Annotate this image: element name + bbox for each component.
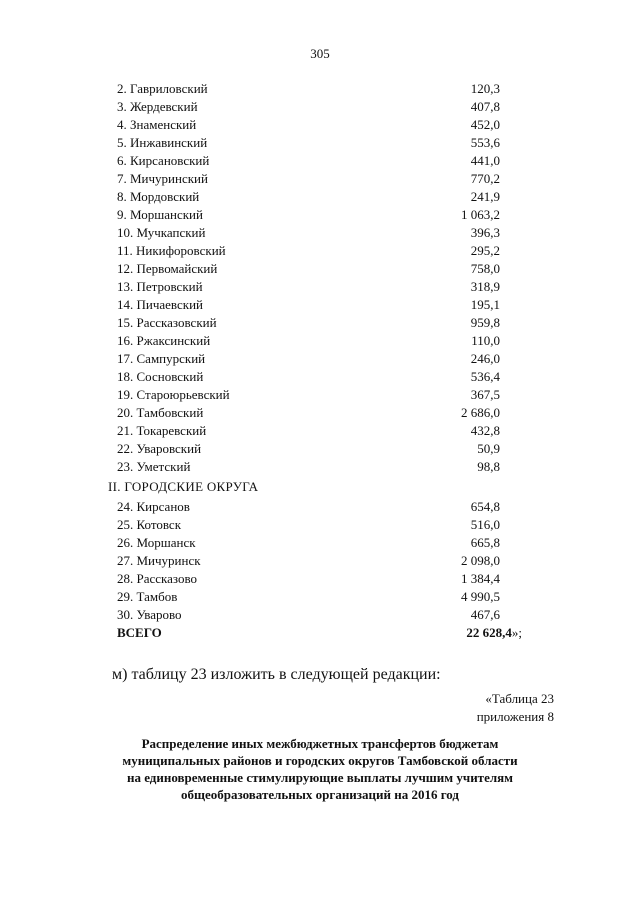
total-value: 22 628,4 — [466, 625, 512, 640]
amount: 1 384,4 — [461, 571, 500, 586]
table-row — [0, 498, 640, 516]
amount: 441,0 — [470, 153, 500, 168]
table-row — [0, 296, 640, 314]
table-row — [0, 368, 640, 386]
amount: 467,6 — [470, 607, 500, 622]
district-name: 4. Знаменский — [117, 117, 197, 132]
table-row — [0, 116, 640, 134]
district-name: 11. Никифоровский — [117, 243, 226, 258]
amount: 2 098,0 — [461, 553, 500, 568]
amount: 246,0 — [470, 351, 500, 366]
district-name: 18. Сосновский — [117, 369, 204, 384]
table-reference — [477, 690, 554, 726]
amount: 654,8 — [470, 499, 500, 514]
total-label: ВСЕГО — [117, 625, 162, 640]
total-row — [0, 624, 640, 642]
district-name: 13. Петровский — [117, 279, 203, 294]
district-name: 3. Жердевский — [117, 99, 198, 114]
district-name: 7. Мичуринский — [117, 171, 208, 186]
city-name: 24. Кирсанов — [117, 499, 190, 514]
district-name: 5. Инжавинский — [117, 135, 208, 150]
section-heading-text: II. ГОРОДСКИЕ ОКРУГА — [108, 479, 259, 494]
district-name: 8. Мордовский — [117, 189, 200, 204]
title-line: Распределение иных межбюджетных трансфертов бюджетам — [141, 736, 499, 751]
amount: 959,8 — [470, 315, 500, 330]
city-name: 27. Мичуринск — [117, 553, 201, 568]
amount: 2 686,0 — [461, 405, 500, 420]
amount: 553,6 — [470, 135, 500, 150]
total-suffix: »; — [511, 625, 522, 640]
table-title — [0, 735, 640, 803]
district-name: 15. Рассказовский — [117, 315, 217, 330]
amount: 665,8 — [470, 535, 500, 550]
amount: 4 990,5 — [461, 589, 500, 604]
amount: 770,2 — [470, 171, 500, 186]
amount: 452,0 — [470, 117, 500, 132]
amount: 1 063,2 — [461, 207, 500, 222]
table-row — [0, 170, 640, 188]
table-row — [0, 404, 640, 422]
amount: 195,1 — [470, 297, 500, 312]
amendment-instruction: м) таблицу 23 изложить в следующей редакции: — [112, 666, 441, 683]
city-name: 28. Рассказово — [117, 571, 198, 586]
table-row — [0, 98, 640, 116]
district-name: 14. Пичаевский — [117, 297, 203, 312]
amount: 758,0 — [470, 261, 500, 276]
district-name: 17. Сампурский — [117, 351, 206, 366]
table-row — [0, 440, 640, 458]
table-reference-line-2: приложения 8 — [476, 709, 554, 724]
amount: 367,5 — [470, 387, 500, 402]
amount: 396,3 — [470, 225, 500, 240]
transfers-table — [0, 80, 640, 642]
table-row — [0, 422, 640, 440]
title-line: общеобразовательных организаций на 2016 год — [180, 787, 460, 802]
table-row — [0, 224, 640, 242]
table-row — [0, 260, 640, 278]
total-amount — [466, 624, 522, 642]
table-row — [0, 516, 640, 534]
district-name: 21. Токаревский — [117, 423, 207, 438]
table-row — [0, 242, 640, 260]
district-name: 22. Уваровский — [117, 441, 202, 456]
amount: 120,3 — [470, 81, 500, 96]
table-row — [0, 134, 640, 152]
amount: 536,4 — [470, 369, 500, 384]
table-row — [0, 278, 640, 296]
table-row — [0, 206, 640, 224]
table-row — [0, 152, 640, 170]
district-name: 16. Ржаксинский — [117, 333, 211, 348]
table-reference-line-1: «Таблица 23 — [485, 691, 554, 706]
table-row — [0, 80, 640, 98]
amount: 110,0 — [471, 333, 500, 348]
table-row — [0, 314, 640, 332]
table-row — [0, 350, 640, 368]
amount: 241,9 — [470, 189, 500, 204]
district-name: 10. Мучкапский — [117, 225, 206, 240]
table-row — [0, 588, 640, 606]
amount: 407,8 — [470, 99, 500, 114]
table-row — [0, 534, 640, 552]
district-name: 6. Кирсановский — [117, 153, 210, 168]
district-name: 9. Моршанский — [117, 207, 203, 222]
amount: 432,8 — [470, 423, 500, 438]
table-row — [0, 332, 640, 350]
district-name: 2. Гавриловский — [117, 81, 208, 96]
city-name: 29. Тамбов — [117, 589, 178, 604]
district-name: 19. Староюрьевский — [117, 387, 230, 402]
district-name: 20. Тамбовский — [117, 405, 204, 420]
city-name: 25. Котовск — [117, 517, 182, 532]
city-name: 26. Моршанск — [117, 535, 196, 550]
amount: 295,2 — [470, 243, 500, 258]
table-row — [0, 570, 640, 588]
title-line: на единовременные стимулирующие выплаты лучшим учителям — [126, 770, 514, 785]
district-name: 12. Первомайский — [117, 261, 218, 276]
table-row — [0, 606, 640, 624]
amount: 98,8 — [477, 459, 500, 474]
table-row — [0, 458, 640, 476]
table-row — [0, 552, 640, 570]
page-number: 305 — [310, 46, 330, 61]
amount: 50,9 — [477, 441, 500, 456]
amount: 516,0 — [470, 517, 500, 532]
city-name: 30. Уварово — [117, 607, 182, 622]
title-line: муниципальных районов и городских округов Тамбовской области — [122, 753, 518, 768]
table-row — [0, 386, 640, 404]
district-name: 23. Уметский — [117, 459, 191, 474]
section-heading-urban-districts — [0, 476, 640, 497]
table-row — [0, 188, 640, 206]
amount: 318,9 — [470, 279, 500, 294]
